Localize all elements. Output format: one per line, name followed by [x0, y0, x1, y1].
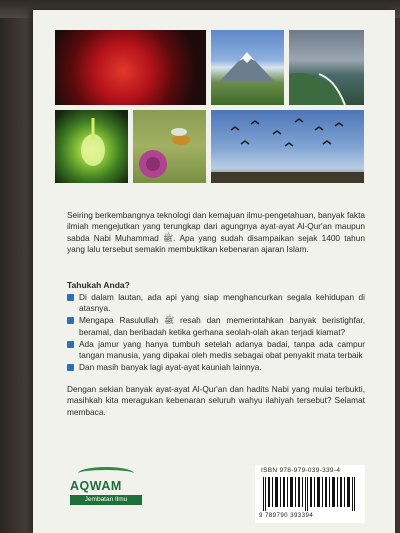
publisher-tagline: Jembatan Ilmu: [70, 495, 142, 505]
photo-birds-sky: [211, 110, 364, 183]
photo-coastline: [289, 30, 364, 105]
photo-mountain: [211, 30, 284, 105]
fact-text: Di dalam lautan, ada api yang siap menghancurkan segala kehidupan di atasnya.: [79, 292, 365, 314]
list-item: [67, 292, 365, 314]
square-bullet-icon: [67, 294, 74, 301]
bee-icon: [133, 110, 206, 183]
section-heading: Tahukah Anda?: [67, 280, 130, 290]
publisher-name: AQWAM: [70, 479, 122, 493]
publisher-logo: [70, 465, 142, 505]
photo-glowing-mushroom: [55, 110, 128, 183]
facts-list: [67, 292, 365, 374]
barcode-icon: [261, 477, 359, 511]
photo-red-sun: [55, 30, 206, 105]
barcode-digits: 9 789790 393394: [259, 512, 314, 519]
square-bullet-icon: [67, 341, 74, 348]
book-back-cover: [33, 10, 395, 533]
closing-paragraph: Dengan sekian banyak ayat-ayat Al-Qur'an dan hadits Nabi yang mulai terbukti, masihkah kita meragukan kebenaran seluruh wahyu ilahiyah tersebut? Selamat membaca.: [67, 384, 365, 417]
fact-text: Dan masih banyak lagi ayat-ayat kauniah lainnya.: [79, 362, 262, 373]
square-bullet-icon: [67, 364, 74, 371]
mushroom-icon: [55, 110, 128, 183]
intro-paragraph: Seiring berkembangnya teknologi dan kemajuan ilmu-pengetahuan, banyak fakta ilmiah mengejutkan yang terungkap dari agungnya ayat-ayat Al-Qur'an maupun sabda Nabi Muhammad ﷺ. Apa yang sudah disampaikan sejak 1400 tahun yang lalu tersebut semakin membuktikan kebenaran ajaran Islam.: [67, 210, 365, 255]
fact-text: Ada jamur yang hanya tumbuh setelah adanya badai, tanpa ada campur tangan manusia, yang dipakai oleh medis sebagai obat penyakit mata terbaik: [79, 338, 365, 361]
photo-bee-flower: [133, 110, 206, 183]
barcode-box: [255, 465, 365, 523]
birds-icon: [211, 110, 364, 183]
mountain-icon: [211, 30, 284, 105]
list-item: [67, 339, 365, 361]
background-left: [0, 0, 34, 533]
square-bullet-icon: [67, 317, 74, 324]
isbn-label: ISBN 978-979-039-339-4: [261, 467, 341, 474]
list-item: [67, 315, 365, 337]
list-item: [67, 362, 365, 373]
coast-icon: [289, 30, 364, 105]
fact-text: Mengapa Rasulullah ﷺ resah dan memerintahkan banyak beristighfar, beramal, dan beribadah ketika gerhana seolah-olah akan terjadi kiamat?: [79, 315, 366, 337]
